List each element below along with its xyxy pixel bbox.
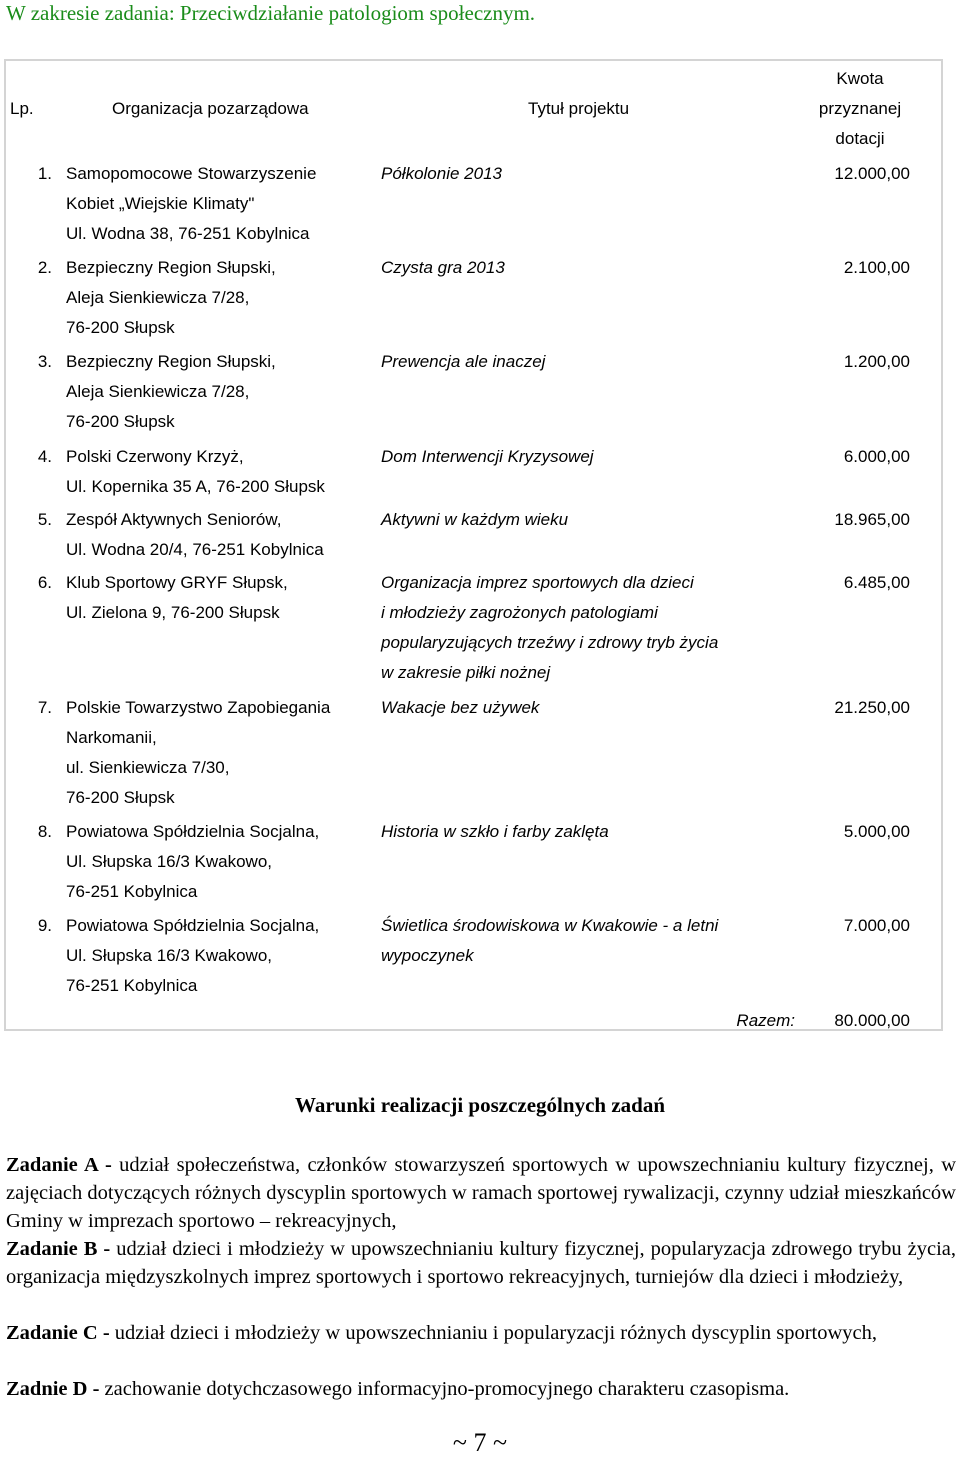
row-amount: 18.965,00	[834, 510, 910, 529]
organization-line: Powiatowa Spółdzielnia Socjalna,	[66, 822, 320, 841]
row-organization	[66, 568, 288, 628]
condition-label: Zadanie B -	[6, 1238, 111, 1260]
project-title-line: Czysta gra 2013	[381, 258, 505, 277]
condition-text: udział dzieci i młodzieży w upowszechnianiu i popularyzacji różnych dyscyplin sportowych,	[109, 1322, 878, 1344]
row-lp: 7.	[37, 698, 52, 717]
condition-label: Zadanie C -	[6, 1322, 110, 1344]
organization-line: Ul. Wodna 38, 76-251 Kobylnica	[66, 224, 310, 243]
project-title-line: Dom Interwencji Kryzysowej	[381, 447, 594, 466]
header-amount-line: dotacji	[835, 129, 885, 148]
header-project-title: Tytuł projektu	[528, 99, 630, 118]
row-project-title	[381, 693, 539, 723]
row-lp: 3.	[37, 352, 52, 371]
row-organization	[66, 159, 316, 249]
project-title-line: Organizacja imprez sportowych dla dzieci	[381, 573, 694, 592]
row-organization	[66, 505, 324, 565]
project-title-line: i młodzieży zagrożonych patologiami	[381, 603, 658, 622]
row-lp: 2.	[37, 258, 52, 277]
row-lp: 8.	[37, 822, 52, 841]
row-lp: 4.	[37, 447, 52, 466]
organization-line: 76-251 Kobylnica	[66, 882, 198, 901]
organization-line: Ul. Słupska 16/3 Kwakowo,	[66, 852, 272, 871]
section-heading: W zakresie zadania: Przeciwdziałanie patologiom społecznym.	[6, 1, 536, 25]
organization-line: Kobiet „Wiejskie Klimaty"	[66, 194, 255, 213]
row-organization	[66, 442, 325, 502]
total-value: 80.000,00	[834, 1011, 910, 1030]
organization-line: Ul. Słupska 16/3 Kwakowo,	[66, 946, 272, 965]
row-project-title	[381, 568, 718, 688]
row-amount: 1.200,00	[843, 352, 910, 371]
condition-c	[6, 1319, 956, 1347]
header-amount-line: Kwota	[836, 69, 884, 88]
total-label: Razem:	[736, 1011, 795, 1030]
row-amount: 6.000,00	[843, 447, 910, 466]
header-organization: Organizacja pozarządowa	[112, 99, 309, 118]
row-amount: 6.485,00	[843, 573, 910, 592]
row-lp: 9.	[37, 916, 52, 935]
row-amount: 2.100,00	[843, 258, 910, 277]
organization-line: Bezpieczny Region Słupski,	[66, 258, 276, 277]
condition-text: udział społeczeństwa, członków stowarzyszeń sportowych w upowszechnianiu kultury fizycznej, w zajęciach dotyczących różnych dyscyplin sportowych w ramach sportowej rywalizacji, czynny udział mieszkańców Gminy w imprezach sportowo – rekreacyjnych,	[6, 1154, 956, 1232]
organization-line: 76-200 Słupsk	[66, 788, 175, 807]
header-amount-line: przyznanej	[818, 99, 902, 118]
row-amount: 5.000,00	[843, 822, 910, 841]
organization-line: Powiatowa Spółdzielnia Socjalna,	[66, 916, 320, 935]
row-organization	[66, 253, 276, 343]
header-amount	[800, 64, 920, 154]
condition-d	[6, 1375, 956, 1403]
organization-line: Aleja Sienkiewicza 7/28,	[66, 288, 250, 307]
project-title-line: Prewencja ale inaczej	[381, 352, 546, 371]
row-project-title	[381, 817, 609, 847]
conditions-title: Warunki realizacji poszczególnych zadań	[294, 1093, 665, 1117]
row-lp: 5.	[37, 510, 52, 529]
row-lp: 6.	[37, 573, 52, 592]
row-organization	[66, 693, 330, 813]
project-title-line: w zakresie piłki nożnej	[381, 663, 551, 682]
row-project-title	[381, 159, 502, 189]
organization-line: Ul. Zielona 9, 76-200 Słupsk	[66, 603, 280, 622]
organization-line: Narkomanii,	[66, 728, 157, 747]
organization-line: Ul. Kopernika 35 A, 76-200 Słupsk	[66, 477, 325, 496]
project-title-line: Świetlica środowiskowa w Kwakowie - a letni	[381, 916, 719, 935]
condition-label: Zadanie A -	[6, 1154, 112, 1176]
project-title-line: popularyzujących trzeźwy i zdrowy tryb życia	[381, 633, 719, 652]
organization-line: 76-251 Kobylnica	[66, 976, 198, 995]
row-organization	[66, 911, 319, 1001]
header-lp: Lp.	[10, 99, 34, 118]
project-title-line: Wakacje bez używek	[381, 698, 540, 717]
project-title-line: Półkolonie 2013	[381, 164, 502, 183]
organization-line: Polskie Towarzystwo Zapobiegania	[66, 698, 331, 717]
condition-b	[6, 1235, 956, 1291]
organization-line: Bezpieczny Region Słupski,	[66, 352, 276, 371]
page-number: ~ 7 ~	[452, 1428, 508, 1457]
organization-line: 76-200 Słupsk	[66, 318, 175, 337]
project-title-line: Aktywni w każdym wieku	[381, 510, 569, 529]
row-organization	[66, 817, 319, 907]
row-project-title	[381, 347, 545, 377]
organization-line: Klub Sportowy GRYF Słupsk,	[66, 573, 288, 592]
row-amount: 12.000,00	[834, 164, 910, 183]
row-project-title	[381, 253, 505, 283]
organization-line: Ul. Wodna 20/4, 76-251 Kobylnica	[66, 540, 324, 559]
organization-line: Aleja Sienkiewicza 7/28,	[66, 382, 250, 401]
row-project-title	[381, 911, 718, 971]
project-title-line: wypoczynek	[381, 946, 474, 965]
organization-line: ul. Sienkiewicza 7/30,	[66, 758, 230, 777]
row-project-title	[381, 505, 568, 535]
condition-text: zachowanie dotychczasowego informacyjno-promocyjnego charakteru czasopisma.	[99, 1378, 790, 1400]
organization-line: Samopomocowe Stowarzyszenie	[66, 164, 317, 183]
condition-a	[6, 1151, 956, 1235]
row-amount: 21.250,00	[834, 698, 910, 717]
organization-line: Polski Czerwony Krzyż,	[66, 447, 244, 466]
row-project-title	[381, 442, 594, 472]
organization-line: 76-200 Słupsk	[66, 412, 175, 431]
condition-label: Zadnie D -	[6, 1378, 100, 1400]
row-lp: 1.	[37, 164, 52, 183]
row-amount: 7.000,00	[843, 916, 910, 935]
organization-line: Zespół Aktywnych Seniorów,	[66, 510, 282, 529]
project-title-line: Historia w szkło i farby zaklęta	[381, 822, 609, 841]
row-organization	[66, 347, 276, 437]
condition-text: udział dzieci i młodzieży w upowszechnianiu kultury fizycznej, popularyzacja zdrowego trybu życia, organizacja międzyszkolnych imprez sportowych i sportowo rekreacyjnych, turniejów dla dzieci i młodzieży,	[6, 1238, 956, 1288]
